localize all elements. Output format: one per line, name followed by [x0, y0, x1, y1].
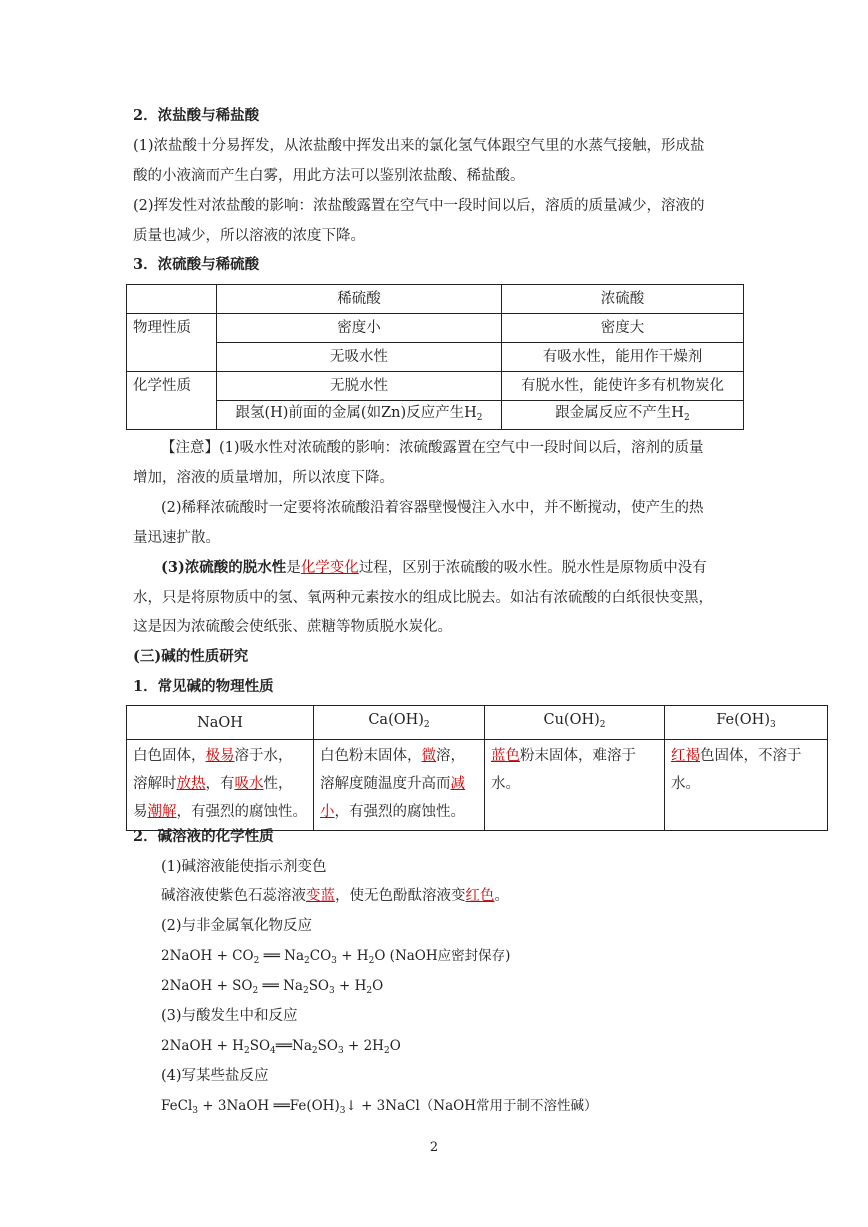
paragraph: 酸的小液滴而产生白雾，用此方法可以鉴别浓盐酸、稀盐酸。 [133, 168, 525, 184]
table-cell: 密度大 [502, 314, 744, 343]
section-heading: (三)碱的性质研究 [133, 648, 249, 665]
table-cell: 红褐色固体，不溶于 水。 [665, 740, 828, 831]
note: 这是因为浓硫酸会使纸张、蔗糖等物质脱水炭化。 [133, 619, 452, 635]
section-heading: 1．常见碱的物理性质 [133, 678, 274, 695]
table-cell: 无脱水性 [217, 372, 502, 401]
table-header: NaOH [127, 706, 314, 740]
note: 量迅速扩散。 [133, 530, 220, 546]
table-cell: 有吸水性，能用作干燥剂 [502, 343, 744, 372]
table-cell [127, 285, 217, 314]
table-cell: 密度小 [217, 314, 502, 343]
table-header: $Fe(OH)_3$ [665, 706, 828, 740]
table-cell: 跟氢(H)前面的金属(如Zn)反应产生$H_2$ [217, 401, 502, 430]
acid-table [126, 284, 744, 430]
equation: FeCl$_3$ + 3NaOH $══Fe(OH)_3↓$ + 3NaCl（NaOH常用于制不溶性碱） [161, 1098, 598, 1116]
paragraph: 碱溶液使紫色石蕊溶液变蓝，使无色酚酞溶液变红色。 [161, 888, 509, 904]
table-cell: 白色固体，极易溶于水， 溶解时放热，有吸水性， 易潮解，有强烈的腐蚀性。 [127, 740, 314, 831]
note: (3)浓硫酸的脱水性是化学变化过程，区别于浓硫酸的吸水性。脱水性是原物质中没有 [161, 559, 707, 576]
paragraph: (1)碱溶液能使指示剂变色 [161, 859, 327, 875]
table-header: 浓硫酸 [502, 285, 744, 314]
table-row-label: 物理性质 [127, 314, 217, 372]
section-heading: 2．碱溶液的化学性质 [133, 828, 274, 845]
paragraph: (2)挥发性对浓盐酸的影响：浓盐酸露置在空气中一段时间以后，溶质的质量减少，溶液的 [133, 198, 705, 214]
section-heading: 3．浓硫酸与稀硫酸 [133, 256, 260, 273]
section-heading: 2．浓盐酸与稀盐酸 [133, 107, 260, 124]
base-table [126, 705, 828, 831]
table-row-label: 化学性质 [127, 372, 217, 430]
note: (2)稀释浓硫酸时一定要将浓硫酸沿着容器壁慢慢注入水中，并不断搅动，使产生的热 [161, 500, 704, 516]
table-cell: 跟金属反应不产生$H_2$ [502, 401, 744, 430]
paragraph: (2)与非金属氧化物反应 [161, 918, 313, 934]
equation: 2NaOH + $H_2SO_4══Na_2SO_3 + 2H_2O$ [161, 1038, 401, 1056]
table-header: 稀硫酸 [217, 285, 502, 314]
equation: 2NaOH + $CO_2$ ══ $Na_2CO_3 + H_2O$ (NaOH应密封保存) [161, 948, 511, 966]
table-cell: 白色粉末固体，微溶， 溶解度随温度升高而减 小，有强烈的腐蚀性。 [314, 740, 485, 831]
note: 【注意】(1)吸水性对浓硫酸的影响：浓硫酸露置在空气中一段时间以后，溶剂的质量 [161, 440, 704, 456]
note: 水，只是将原物质中的氢、氧两种元素按水的组成比脱去。如沾有浓硫酸的白纸很快变黑， [133, 590, 713, 606]
paragraph: (3)与酸发生中和反应 [161, 1008, 298, 1024]
page-number: 2 [429, 1140, 439, 1155]
table-header: $Ca(OH)_2$ [314, 706, 485, 740]
table-cell: 蓝色粉末固体，难溶于 水。 [485, 740, 665, 831]
equation: 2NaOH + $SO_2$ ══ $Na_2SO_3 + H_2O$ [161, 978, 384, 996]
note: 增加，溶液的质量增加，所以浓度下降。 [133, 470, 394, 486]
paragraph: (1)浓盐酸十分易挥发，从浓盐酸中挥发出来的氯化氢气体跟空气里的水蒸气接触，形成盐 [133, 138, 705, 154]
table-cell: 无吸水性 [217, 343, 502, 372]
table-header: $Cu(OH)_2$ [485, 706, 665, 740]
paragraph: (4)写某些盐反应 [161, 1068, 269, 1084]
paragraph: 质量也减少，所以溶液的浓度下降。 [133, 228, 365, 244]
table-cell: 有脱水性，能使许多有机物炭化 [502, 372, 744, 401]
